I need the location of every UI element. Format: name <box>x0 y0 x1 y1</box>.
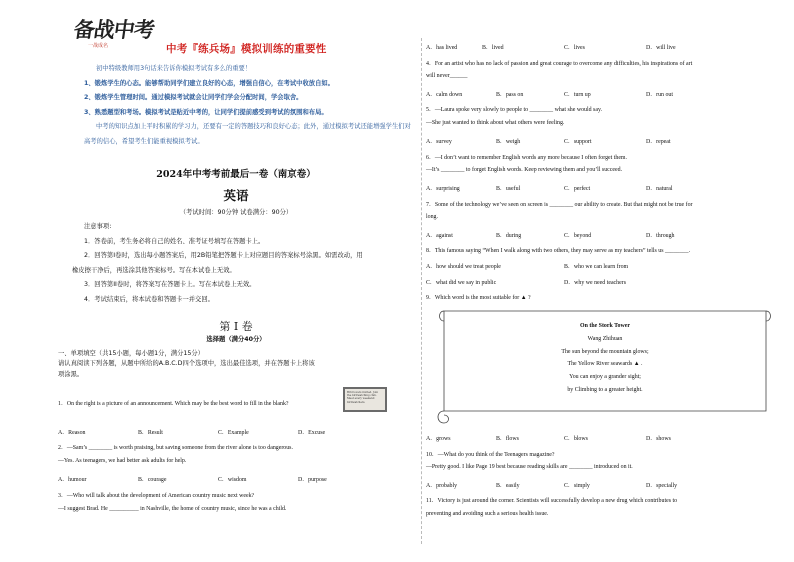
option: D．will live <box>646 45 676 51</box>
option: C．simply <box>564 483 590 489</box>
question-11: 11．Victory is just around the corner. Scientists will successfully develop a new drug which contributes to <box>426 498 678 504</box>
question-10-reply: —Pretty good. I like Page 19 best because reading skills are ________ introduced on it. <box>426 464 633 470</box>
option: D．through <box>646 233 675 239</box>
subject-title: 英语 <box>223 188 249 203</box>
exam-info: （考试时间：90分钟 试卷满分：90分） <box>179 209 293 216</box>
poem-line-4: by Climbing to a greater height. <box>567 386 643 393</box>
note-1: 1．答卷前，考生务必将自己的姓名、准考证号填写在答题卡上。 <box>84 237 265 245</box>
option: C．perfect <box>564 186 591 192</box>
option: D．Excuse <box>298 430 326 436</box>
poem-line-1: The sun beyond the mountain glows; <box>561 348 649 355</box>
option: B．lived <box>482 45 504 51</box>
question-3: 3．—Who will talk about the development of American country music next week? <box>58 493 255 499</box>
note-4: 4．考试结束后，将本试卷和答题卡一并交回。 <box>84 295 214 303</box>
option: A．against <box>426 233 453 239</box>
poem-author: Wang Zhihuan <box>587 335 623 342</box>
option: B．pass on <box>496 92 524 98</box>
announcement-image <box>343 387 387 412</box>
intro-block <box>84 62 414 150</box>
option: C．blows <box>564 436 588 442</box>
option: A．grows <box>426 436 451 442</box>
section-header <box>58 349 414 380</box>
section-instruction: 请认真阅读下列各题，从题中所给的A.B.C.D四个选项中，选出最佳选项，并在答题卡上将该 <box>58 360 315 368</box>
poem-line-2: The Yellow River seawards ▲ . <box>567 361 643 368</box>
question-8: 8．This famous saying “When I walk along with two others, they may serve as my teachers” tells us ________. <box>426 248 691 254</box>
option: B．who we can learn from <box>564 264 629 270</box>
question-2-reply: —Yes. As teenagers, we had better ask adults for help. <box>58 458 187 464</box>
poem-line-3: You can enjoy a grander sight; <box>569 374 641 381</box>
note-2: 2．回答第I卷时，选出每小题答案后，用2B铅笔把答题卡上对应题目的答案标号涂黑。如需改动，用 <box>84 252 363 260</box>
option: A．Reason <box>58 430 86 436</box>
option: C．beyond <box>564 233 592 239</box>
logo-subtitle: 一战成名 <box>88 43 109 49</box>
option: A．humour <box>58 477 87 483</box>
option: A．calm down <box>426 92 463 98</box>
note-3: 3．回答第II卷时，将答案写在答题卡上。写在本试卷上无效。 <box>84 281 256 289</box>
option: A．surprising <box>426 186 460 192</box>
option: D．purpose <box>298 477 327 483</box>
poem <box>436 320 774 397</box>
option: A．probably <box>426 483 458 489</box>
poem-title: On the Stork Tower <box>580 323 630 329</box>
intro-point-1: 1、锻炼学生的心态。能够帮助同学们建立良好的心态，增强自信心，在考试中收放自如。 <box>84 79 334 87</box>
option: B．during <box>496 233 522 239</box>
option: B．flows <box>496 436 519 442</box>
question-4: 4．For an artist who has no lack of passion and great courage to overcome any difficulties, his inspirations of art <box>426 61 693 67</box>
option: C．lives <box>564 45 585 51</box>
option: A．has lived <box>426 45 458 51</box>
option: C．turn up <box>564 92 591 98</box>
intro-summary: 中考的知识点加上平时积累的学习力，还要有一定的答题技巧和良好心态；此外，通过模拟考试还能增强学生们对高考的信心，希望考生们能重视模拟考试。 <box>84 123 411 145</box>
banner-title: 中考『练兵场』模拟训练的重要性 <box>166 43 327 55</box>
option: B．weigh <box>496 139 521 145</box>
option: C．Example <box>218 430 249 436</box>
question-7-cont: long. <box>426 214 438 220</box>
question-6: 6．—I don’t want to remember English words any more because I often forget them. <box>426 155 627 161</box>
option: C．what did we say in public <box>426 280 497 286</box>
question-5-reply: —She just wanted to think about what others were feeling. <box>426 120 565 126</box>
question-11-cont: preventing and avoiding such a serious health issue. <box>426 511 549 517</box>
intro-point-3: 3、熟悉题型和考场。模拟考试是贴近中考的，让同学们提前感受到考试的氛围和布局。 <box>84 108 328 116</box>
option: D．repeat <box>646 139 671 145</box>
option: D．natural <box>646 186 673 192</box>
logo-text: 备战中考 <box>72 18 156 42</box>
intro-lead: 初中特级教师用3句话来告诉你模拟考试有多么的重要！ <box>96 65 252 72</box>
option: B．Result <box>138 430 163 436</box>
column-divider <box>421 38 422 544</box>
exam-title: 2024年中考考前最后一卷（南京卷） <box>156 169 316 180</box>
option: C．wisdom <box>218 477 247 483</box>
question-5: 5．—Laura spoke very slowly to people to ________ what she would say. <box>426 107 602 113</box>
logo <box>74 14 154 48</box>
question-1: 1．On the right is a picture of an announcement. Which may be the best word to fill in the blank? <box>58 401 289 407</box>
question-9: 9．Which word is the most suitable for ▲ ? <box>426 295 531 301</box>
option: B．useful <box>496 186 521 192</box>
section-title: 一、单项填空（共15小题，每小题1分，满分15分） <box>58 350 204 357</box>
note-2-cont: 橡皮擦干净后，再选涂其他答案标号。写在本试卷上无效。 <box>72 266 236 274</box>
notes-block <box>72 220 418 308</box>
notes-header: 注意事项: <box>84 223 112 230</box>
question-6-reply: —It’s ________ to forget English words. Keep reviewing them and you’ll succeed. <box>426 167 623 173</box>
option: D．specially <box>646 483 678 489</box>
option: D．why we need teachers <box>564 280 626 286</box>
section-instruction-cont: 项涂黑。 <box>58 370 84 378</box>
option: D．shows <box>646 436 671 442</box>
option: B．courage <box>138 477 167 483</box>
question-10: 10．—What do you think of the Teenagers magazine? <box>426 452 555 458</box>
volume-title: 第 Ⅰ 卷 <box>219 320 253 333</box>
option: A．survey <box>426 139 452 145</box>
question-2: 2．—Sam’s ________ is worth praising, but saving someone from the river alone is too dangerous. <box>58 445 293 451</box>
question-3-reply: —I suggest Brad. He __________ in Nashville, the home of country music, since he was a child. <box>58 506 287 512</box>
option: A．how should we treat people <box>426 264 501 270</box>
intro-point-2: 2、锻炼学生管理时间。通过模拟考试就会让同学们学会分配时间，学会取舍。 <box>84 94 303 102</box>
part-title: 选择题（满分40分） <box>206 336 266 343</box>
question-7: 7．Some of the technology we’ve seen on screen is ________ our ability to create. But that might not be true for <box>426 202 693 208</box>
announcement-text: Bird lovers invited. Join the birdwatching club. Meet every weekend birdwatchers. <box>345 389 385 410</box>
option: C．support <box>564 139 592 145</box>
option: D．run out <box>646 92 673 98</box>
question-4-cont: will never______ <box>426 73 468 79</box>
option: B．easily <box>496 483 520 489</box>
